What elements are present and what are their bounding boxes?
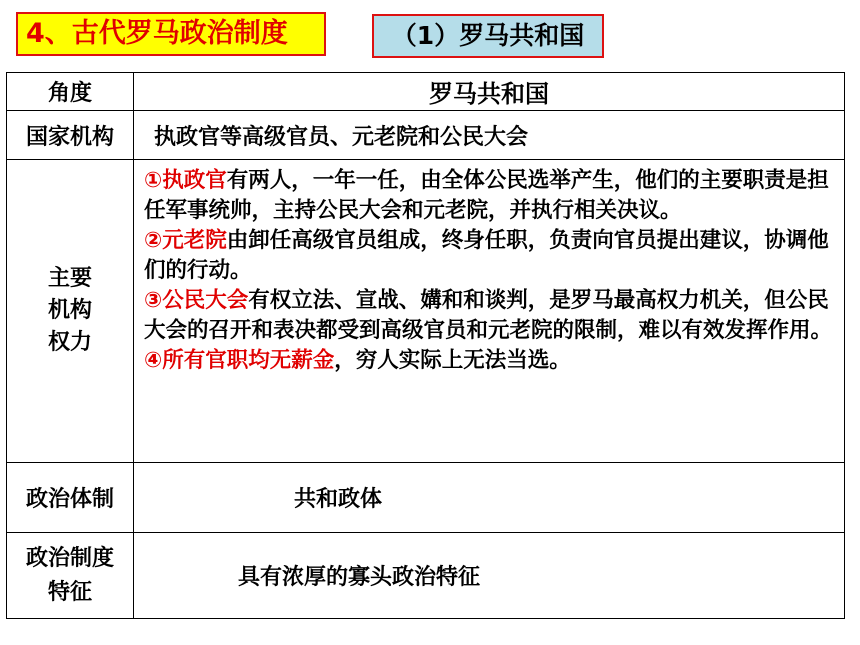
power-item-consul [144,166,834,226]
power-item-assembly [144,286,834,346]
label-line: 特征 [47,579,92,605]
label-line: 主要 [47,266,92,291]
row-label-institutions: 国家机构 [7,111,134,160]
row-label-system: 政治体制 [7,463,134,533]
item-highlight: ③公民大会 [144,288,249,313]
table-row-system [7,463,845,533]
label-line: 政治制度 [25,545,114,571]
row-label-powers [7,160,134,463]
table-row-institutions [7,111,845,160]
table-row-powers [7,160,845,463]
row-label-feature [7,533,134,619]
label-line: 权力 [47,330,92,355]
power-item-salary [144,346,834,376]
row-value-institutions: 执政官等高级官员、元老院和公民大会 [134,111,845,160]
item-text: ，穷人实际上无法当选。 [334,348,571,373]
comparison-table [6,72,845,619]
item-text: 有两人，一年一任，由全体公民选举产生，他们的主要职责是担任军事统帅，主持公民大会和元老院，并执行相关决议。 [144,168,829,223]
item-highlight: ④所有官职均无薪金 [144,348,335,373]
row-value-system: 共和政体 [134,463,845,533]
item-highlight: ①执政官 [144,168,227,193]
header-roman-republic: 罗马共和国 [134,73,845,111]
item-text: 有权立法、宣战、媾和和谈判，是罗马最高权力机关，但公民大会的召开和表决都受到高级官员和元老院的限制，难以有效发挥作用。 [144,288,833,343]
row-value-powers [134,160,845,463]
table-header-row [7,73,845,111]
item-text: 由卸任高级官员组成，终身任职，负责向官员提出建议，协调他们的行动。 [144,228,829,283]
row-value-feature: 具有浓厚的寡头政治特征 [134,533,845,619]
section-title: 4、古代罗马政治制度 [16,12,326,56]
section-subtitle: （1）罗马共和国 [372,14,604,58]
label-line: 机构 [47,298,92,323]
table-row-feature [7,533,845,619]
header-angle: 角度 [7,73,134,111]
power-item-senate [144,226,834,286]
item-highlight: ②元老院 [144,228,227,253]
